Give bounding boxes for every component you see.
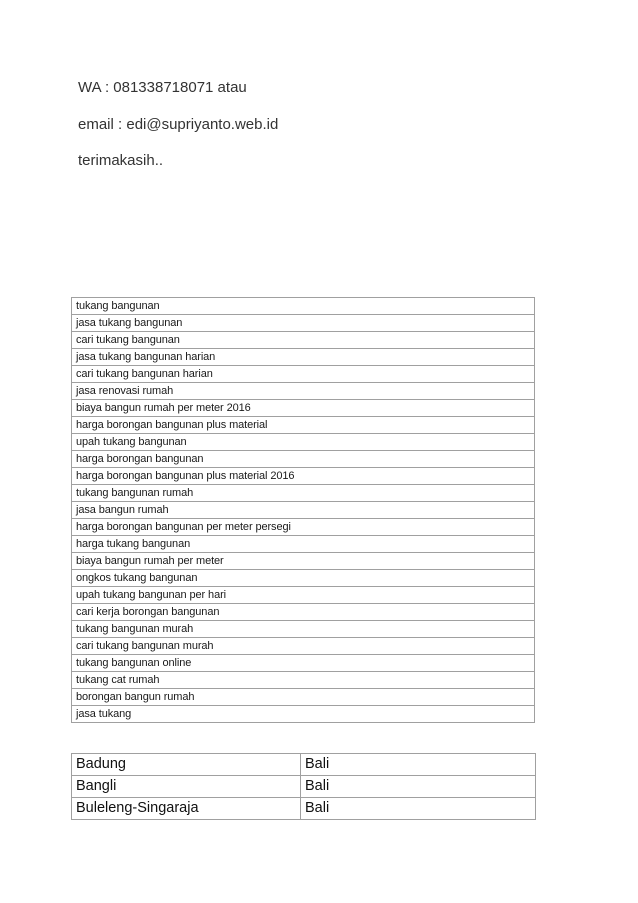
keyword-row — [72, 349, 535, 366]
keyword-cell: tukang bangunan murah — [72, 621, 535, 638]
keyword-row — [72, 502, 535, 519]
keyword-row — [72, 621, 535, 638]
keyword-cell: jasa bangun rumah — [72, 502, 535, 519]
region-province-cell: Bali — [301, 754, 536, 776]
keyword-cell: jasa tukang bangunan — [72, 315, 535, 332]
keyword-cell: cari tukang bangunan — [72, 332, 535, 349]
keyword-row — [72, 468, 535, 485]
keyword-row — [72, 451, 535, 468]
keyword-cell: cari tukang bangunan murah — [72, 638, 535, 655]
contact-wa: WA : 081338718071 atau — [78, 79, 247, 96]
keyword-row — [72, 536, 535, 553]
keyword-cell: biaya bangun rumah per meter 2016 — [72, 400, 535, 417]
keyword-row — [72, 638, 535, 655]
keyword-cell: harga borongan bangunan per meter persegi — [72, 519, 535, 536]
region-city-cell: Buleleng-Singaraja — [72, 798, 301, 820]
keyword-cell: tukang bangunan online — [72, 655, 535, 672]
keyword-row — [72, 485, 535, 502]
keyword-cell: harga borongan bangunan — [72, 451, 535, 468]
keyword-row — [72, 587, 535, 604]
region-province-cell: Bali — [301, 798, 536, 820]
keyword-row — [72, 706, 535, 723]
contact-thanks: terimakasih.. — [78, 152, 164, 169]
keyword-cell: jasa tukang bangunan harian — [72, 349, 535, 366]
keyword-row — [72, 298, 535, 315]
region-row — [72, 798, 536, 820]
keyword-row — [72, 570, 535, 587]
keyword-cell: cari kerja borongan bangunan — [72, 604, 535, 621]
keyword-row — [72, 383, 535, 400]
keyword-row — [72, 655, 535, 672]
keyword-cell: jasa renovasi rumah — [72, 383, 535, 400]
region-row — [72, 776, 536, 798]
keyword-cell: biaya bangun rumah per meter — [72, 553, 535, 570]
keyword-cell: jasa tukang — [72, 706, 535, 723]
keyword-row — [72, 315, 535, 332]
keyword-table — [71, 297, 535, 723]
keyword-cell: tukang cat rumah — [72, 672, 535, 689]
keyword-cell: borongan bangun rumah — [72, 689, 535, 706]
keyword-cell: harga borongan bangunan plus material 2016 — [72, 468, 535, 485]
keyword-row — [72, 672, 535, 689]
keyword-cell: upah tukang bangunan per hari — [72, 587, 535, 604]
keyword-cell: ongkos tukang bangunan — [72, 570, 535, 587]
keyword-row — [72, 332, 535, 349]
keyword-cell: cari tukang bangunan harian — [72, 366, 535, 383]
region-city-cell: Badung — [72, 754, 301, 776]
keyword-cell: upah tukang bangunan — [72, 434, 535, 451]
region-row — [72, 754, 536, 776]
keyword-row — [72, 434, 535, 451]
contact-email: email : edi@supriyanto.web.id — [78, 116, 279, 133]
keyword-cell: harga tukang bangunan — [72, 536, 535, 553]
keyword-row — [72, 604, 535, 621]
keyword-cell: harga borongan bangunan plus material — [72, 417, 535, 434]
region-city-cell: Bangli — [72, 776, 301, 798]
keyword-row — [72, 519, 535, 536]
keyword-row — [72, 553, 535, 570]
keyword-row — [72, 366, 535, 383]
keyword-row — [72, 689, 535, 706]
region-table — [71, 753, 536, 820]
keyword-cell: tukang bangunan rumah — [72, 485, 535, 502]
region-province-cell: Bali — [301, 776, 536, 798]
keyword-cell: tukang bangunan — [72, 298, 535, 315]
keyword-row — [72, 417, 535, 434]
keyword-row — [72, 400, 535, 417]
